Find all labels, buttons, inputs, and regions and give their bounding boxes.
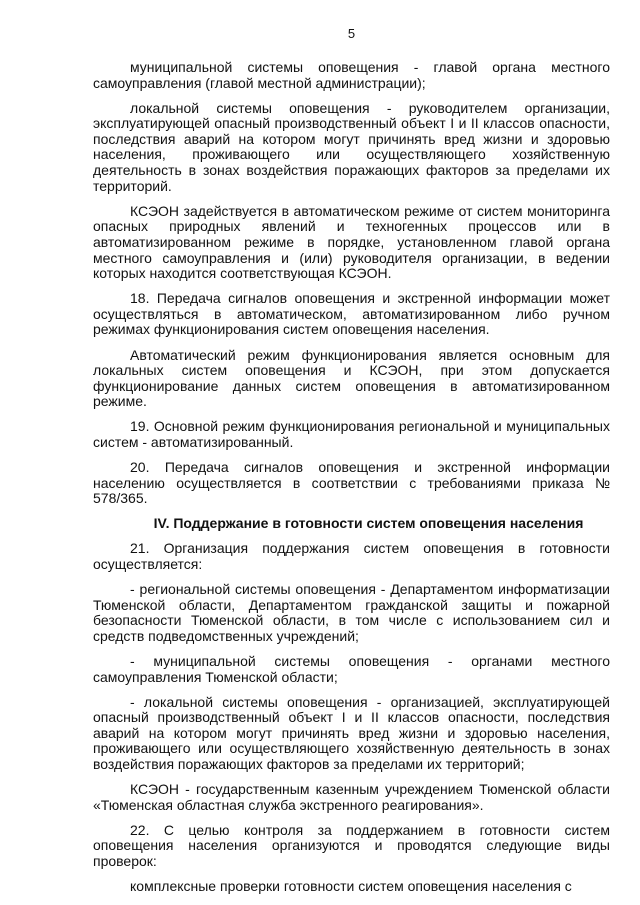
page-number: 5: [347, 26, 356, 41]
paragraph-item-18: 18. Передача сигналов оповещения и экстренной информации может осуществляться в автоматическом, автоматизированном либо ручном режимах функционирования систем оповещения населения.: [93, 290, 610, 338]
paragraph-item-20: 20. Передача сигналов оповещения и экстренной информации населению осуществляется в соответствии с требованиями приказа № 578/365.: [93, 459, 610, 507]
paragraph-item-21: 21. Организация поддержания систем оповещения в готовности осуществляется:: [93, 540, 610, 573]
paragraph-automatic-mode: Автоматический режим функционирования является основным для локальных систем оповещения и КСЭОН, при этом допускается функционирование данных систем оповещения в автоматизированном режиме.: [93, 346, 610, 410]
paragraph-municipal-system: муниципальной системы оповещения - главой органа местного самоуправления (главой местной администрации);: [93, 59, 610, 91]
list-item-local-system: - локальной системы оповещения - организацией, эксплуатирующей опасный производственный объект I и II классов опасности, последствия аварий на котором могут причинять вред жизни и здоровью населения, проживающего или осуществляющего хозяйственную деятельность в зонах воздействия поражающих факторов за пределами их территорий;: [93, 693, 610, 773]
paragraph-complex-checks: комплексные проверки готовности систем оповещения населения с: [130, 878, 572, 895]
section-heading: IV. Поддержание в готовности систем оповещения населения: [153, 515, 584, 532]
paragraph-kseon-activation: КСЭОН задействуется в автоматическом режиме от систем мониторинга опасных природных явлений и техногенных процессов или в автоматизированном режиме в порядке, установленном главой органа местного самоуправления и (или) руководителя организации, в ведении которых находится соответствующая КСЭОН.: [93, 202, 610, 282]
list-item-municipal-system: - муниципальной системы оповещения - органами местного самоуправления Тюменской области;: [93, 653, 610, 685]
list-item-regional-system: - региональной системы оповещения - Департаментом информатизации Тюменской области, Департаментом гражданской защиты и пожарной безопасности Тюменской области, в том числе с использованием сил и средств подведомственных учреждений;: [93, 581, 610, 644]
paragraph-item-22: 22. С целью контроля за поддержанием в готовности систем оповещения населения организуются и проводятся следующие виды проверок:: [93, 821, 610, 870]
paragraph-item-19: 19. Основной режим функционирования региональной и муниципальных систем - автоматизированный.: [93, 418, 610, 450]
document-page: [93, 26, 610, 904]
paragraph-local-system: локальной системы оповещения - руководителем организации, эксплуатирующей опасный производственный объект I и II классов опасности, последствия аварий на котором могут причинять вред жизни и здоровью населения, проживающего или осуществляющего хозяйственную деятельность в зонах воздействия поражающих факторов за пределами их территорий.: [93, 99, 610, 194]
paragraph-kseon-responsible: КСЭОН - государственным казенным учреждением Тюменской области «Тюменская областная служба экстренного реагирования».: [93, 781, 610, 813]
